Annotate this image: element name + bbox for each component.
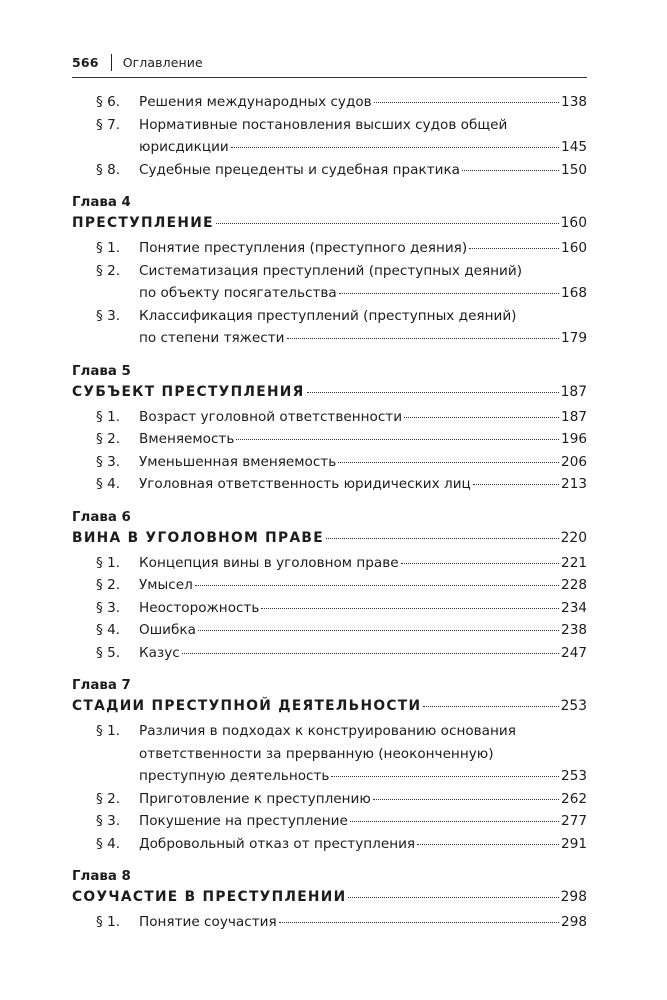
entry-title: Понятие соучастия: [139, 914, 277, 930]
entry-title: Приготовление к преступлению: [139, 790, 371, 807]
entry-last-line: [139, 473, 587, 496]
dot-leader: [462, 170, 559, 171]
toc-entry: [72, 642, 587, 665]
chapter-title: ВИНА В УГОЛОВНОМ ПРАВЕ: [72, 529, 324, 546]
toc-entry: [72, 305, 587, 350]
toc-entry: [72, 91, 587, 114]
section-number: § 2.: [96, 431, 121, 447]
section-number: § 1.: [96, 914, 121, 930]
dot-leader: [287, 338, 560, 339]
entry-body: [139, 574, 587, 597]
entry-body: [139, 305, 587, 350]
entry-page-number: 277: [561, 813, 587, 829]
dot-leader: [350, 821, 559, 822]
dot-leader: [338, 462, 559, 463]
section-number: § 2.: [96, 262, 121, 279]
entry-title-line: Различия в подходах к конструированию основания: [139, 723, 516, 739]
entry-body: [139, 597, 587, 620]
header-rule: [72, 77, 587, 78]
chapter-label: Глава 6: [72, 509, 131, 525]
entry-body: [139, 91, 587, 114]
chapter-label: Глава 5: [72, 363, 131, 379]
running-title: Оглавление: [122, 54, 203, 70]
dot-leader: [401, 563, 559, 564]
entry-body: [139, 114, 587, 159]
entry-title: Умысел: [139, 577, 193, 593]
entry-body: [139, 788, 587, 811]
toc-entry: [72, 473, 587, 496]
toc-entry: [72, 159, 587, 182]
table-of-contents: [72, 91, 587, 934]
entry-title-line: Классификация преступлений (преступных деяний): [139, 307, 517, 324]
entry-page-number: 247: [561, 644, 587, 661]
entry-page-number: 187: [561, 408, 587, 425]
toc-entry: [72, 406, 587, 429]
page-number: 566: [72, 54, 99, 70]
dot-leader: [326, 538, 559, 539]
section-number: § 4.: [96, 476, 121, 492]
entry-title: преступную деятельность: [139, 768, 330, 784]
entry-page-number: 150: [561, 161, 587, 178]
entry-last-line: [139, 765, 587, 788]
entry-last-line: [139, 642, 587, 665]
toc-entry: [72, 552, 587, 575]
entry-page-number: 238: [561, 622, 587, 638]
entry-last-line: [139, 451, 587, 474]
entry-last-line: [139, 788, 587, 811]
entry-body: [139, 810, 587, 833]
section-number: § 3.: [96, 599, 121, 616]
entry-last-line: [139, 574, 587, 597]
chapter-title-row: [72, 213, 587, 234]
section-number: § 1.: [96, 408, 121, 425]
entry-title: Возраст уголовной ответственности: [139, 408, 403, 425]
dot-leader: [236, 439, 559, 440]
chapter-label: Глава 7: [72, 678, 131, 693]
dot-leader: [473, 484, 559, 485]
dot-leader: [182, 653, 559, 654]
entry-title: Покушение на преступление: [139, 813, 348, 829]
entry-last-line: [139, 619, 587, 642]
section-number: § 2.: [96, 790, 121, 807]
toc-entry: [72, 114, 587, 159]
entry-body: [139, 237, 587, 260]
toc-entry: [72, 810, 587, 833]
entry-page-number: 253: [561, 768, 587, 784]
entry-title: Добровольный отказ от преступления: [139, 835, 416, 852]
entry-title: Решения международных судов: [139, 94, 372, 110]
entry-body: [139, 720, 587, 788]
toc-entry: [72, 428, 587, 451]
entry-last-line: [139, 552, 587, 575]
chapter-title: СУБЪЕКТ ПРЕСТУПЛЕНИЯ: [72, 383, 305, 400]
entry-page-number: 179: [561, 330, 587, 346]
dot-leader: [231, 147, 559, 148]
entry-page-number: 168: [561, 285, 587, 301]
entry-last-line: [139, 91, 587, 114]
entry-page-number: 160: [561, 240, 587, 256]
dot-leader: [417, 844, 559, 845]
chapter-page-number: 298: [560, 889, 587, 905]
toc-entry: [72, 451, 587, 474]
entry-title: Судебные прецеденты и судебная практика: [139, 161, 460, 178]
dot-leader: [198, 630, 559, 631]
entry-page-number: 291: [561, 835, 587, 852]
section-number: § 4.: [96, 622, 121, 638]
dot-leader: [331, 776, 559, 777]
entry-page-number: 138: [561, 94, 587, 110]
entry-body: [139, 552, 587, 575]
section-number: § 3.: [96, 453, 121, 470]
chapter-title: СОУЧАСТИЕ В ПРЕСТУПЛЕНИИ: [72, 889, 347, 905]
entry-title: по степени тяжести: [139, 330, 285, 346]
chapter-title-row: [72, 528, 587, 549]
toc-entry: [72, 911, 587, 934]
dot-leader: [423, 706, 558, 707]
entry-page-number: 206: [561, 453, 587, 470]
entry-last-line: [139, 428, 587, 451]
entry-title: Концепция вины в уголовном праве: [139, 554, 399, 571]
dot-leader: [307, 392, 559, 393]
entry-body: [139, 260, 587, 305]
entry-page-number: 298: [561, 914, 587, 930]
dot-leader: [469, 248, 559, 249]
dot-leader: [279, 922, 559, 923]
section-number: § 3.: [96, 307, 121, 324]
section-number: § 6.: [96, 94, 121, 110]
entry-title: Уголовная ответственность юридических лиц: [139, 476, 471, 492]
entry-body: [139, 406, 587, 429]
entry-title: Неосторожность: [139, 599, 260, 616]
entry-body: [139, 473, 587, 496]
entry-title: Понятие преступления (преступного деяния): [139, 240, 468, 256]
entry-last-line: [139, 406, 587, 429]
entry-page-number: 228: [561, 577, 587, 593]
toc-entry: [72, 237, 587, 260]
entry-body: [139, 159, 587, 182]
entry-title: Казус: [139, 644, 180, 661]
entry-title: по объекту посягательства: [139, 285, 337, 301]
entry-body: [139, 642, 587, 665]
entry-last-line: [139, 327, 587, 350]
entry-last-line: [139, 237, 587, 260]
section-number: § 1.: [96, 240, 121, 256]
entry-last-line: [139, 911, 587, 934]
section-number: § 1.: [96, 554, 121, 571]
entry-page-number: 213: [561, 476, 587, 492]
chapter-title: ПРЕСТУПЛЕНИЕ: [72, 215, 214, 231]
section-number: § 5.: [96, 644, 121, 661]
entry-body: [139, 451, 587, 474]
dot-leader: [216, 223, 559, 224]
section-number: § 3.: [96, 813, 121, 829]
header-separator: [111, 54, 112, 71]
dot-leader: [261, 608, 559, 609]
chapter-page-number: 253: [560, 698, 587, 714]
toc-entry: [72, 788, 587, 811]
dot-leader: [339, 293, 559, 294]
entry-last-line: [139, 159, 587, 182]
dot-leader: [374, 102, 559, 103]
chapter-page-number: 160: [560, 215, 587, 231]
chapter-page-number: 187: [560, 383, 587, 400]
entry-body: [139, 911, 587, 934]
entry-page-number: 145: [561, 139, 587, 155]
chapter-label: Глава 4: [72, 195, 131, 210]
entry-title-line: ответственности за прерванную (неоконченную): [139, 745, 494, 762]
chapter-title: СТАДИИ ПРЕСТУПНОЙ ДЕЯТЕЛЬНОСТИ: [72, 698, 422, 714]
entry-last-line: [139, 136, 587, 159]
dot-leader: [404, 417, 559, 418]
entry-last-line: [139, 597, 587, 620]
entry-title-line: Нормативные постановления высших судов общей: [139, 116, 508, 133]
entry-title: юрисдикции: [139, 139, 229, 155]
entry-title: Уменьшенная вменяемость: [139, 453, 337, 470]
toc-entry: [72, 619, 587, 642]
toc-entry: [72, 597, 587, 620]
toc-entry: [72, 260, 587, 305]
entry-page-number: 221: [561, 554, 587, 571]
entry-title: Ошибка: [139, 622, 196, 638]
chapter-title-row: [72, 696, 587, 717]
entry-last-line: [139, 282, 587, 305]
entry-title-line: Систематизация преступлений (преступных деяний): [139, 262, 522, 279]
chapter-label: Глава 8: [72, 869, 131, 884]
running-head: [72, 51, 203, 73]
section-number: § 1.: [96, 723, 121, 739]
entry-last-line: [139, 810, 587, 833]
entry-body: [139, 619, 587, 642]
entry-body: [139, 428, 587, 451]
chapter-title-row: [72, 887, 587, 908]
entry-body: [139, 833, 587, 856]
entry-page-number: 262: [561, 790, 587, 807]
section-number: § 2.: [96, 577, 121, 593]
dot-leader: [195, 585, 559, 586]
dot-leader: [348, 897, 558, 898]
section-number: § 8.: [96, 161, 121, 178]
chapter-title-row: [72, 382, 587, 403]
entry-page-number: 196: [561, 431, 587, 447]
toc-entry: [72, 574, 587, 597]
entry-page-number: 234: [561, 599, 587, 616]
toc-entry: [72, 720, 587, 788]
dot-leader: [373, 799, 559, 800]
section-number: § 7.: [96, 116, 121, 133]
section-number: § 4.: [96, 835, 121, 852]
toc-entry: [72, 833, 587, 856]
entry-last-line: [139, 833, 587, 856]
chapter-page-number: 220: [560, 529, 587, 546]
entry-title: Вменяемость: [139, 431, 235, 447]
